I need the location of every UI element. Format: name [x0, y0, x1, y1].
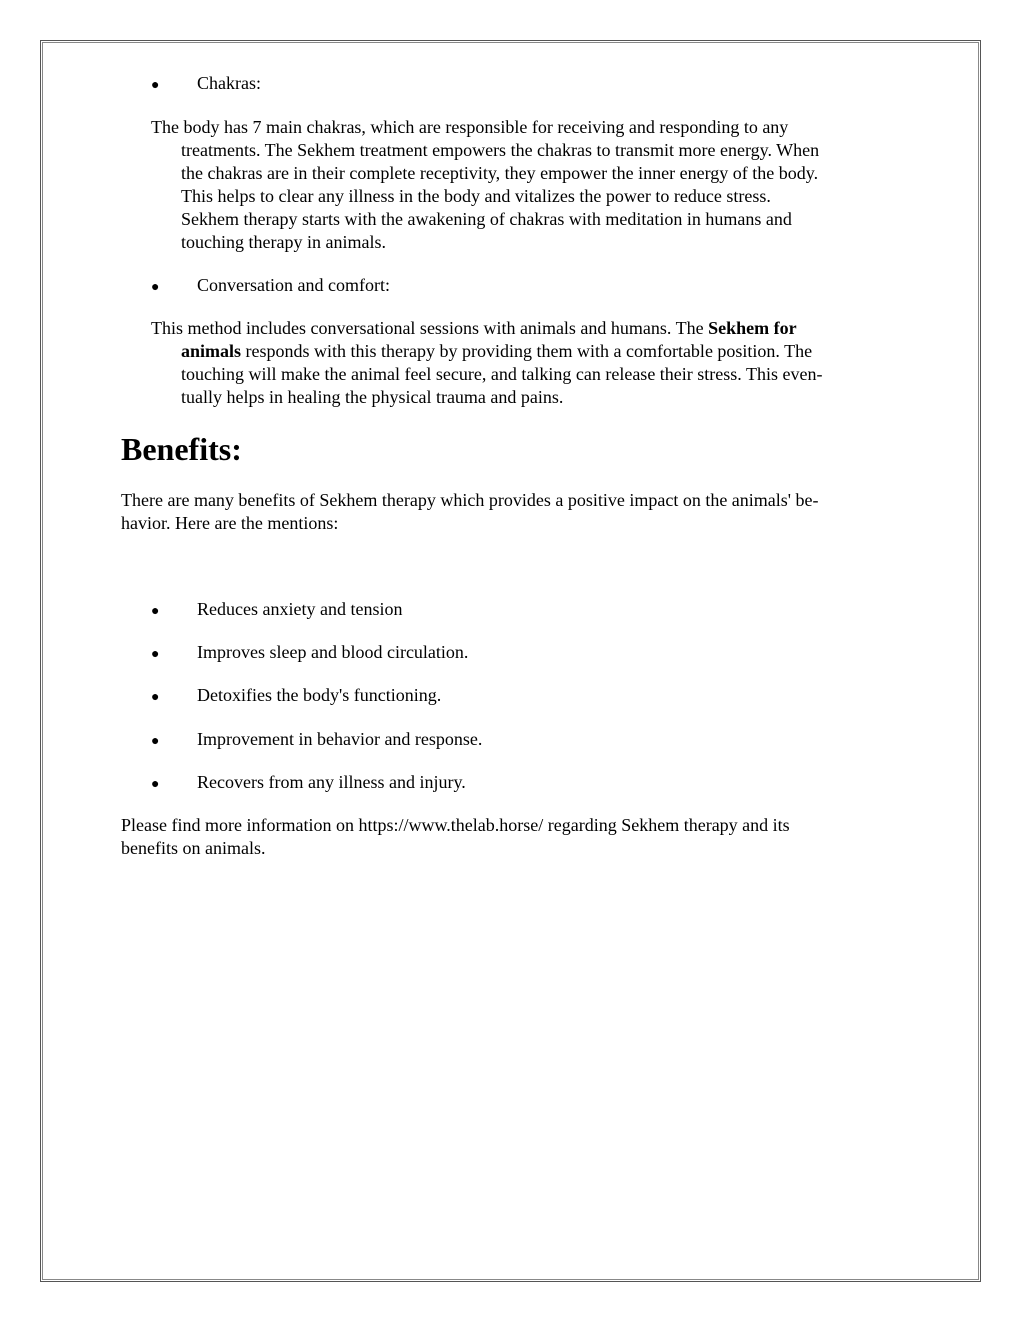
- benefit-item: [151, 641, 468, 666]
- benefit-item: [151, 771, 466, 796]
- benefit-item: [151, 728, 482, 753]
- conversation-paragraph: [151, 317, 911, 409]
- benefit-text: Detoxifies the body's functioning.: [197, 685, 442, 705]
- emphasis-text: animals: [181, 341, 242, 361]
- paragraph-line: touching will make the animal feel secure, and talking can release their stress. This even-: [181, 364, 823, 384]
- chakras-paragraph: [151, 116, 911, 254]
- bullet-chakras: [151, 72, 261, 97]
- benefit-text: Improvement in behavior and response.: [197, 729, 483, 749]
- bullet-dot-icon: ●: [151, 604, 160, 619]
- paragraph-line: There are many benefits of Sekhem therapy which provides a positive impact on the animals' be-: [121, 490, 819, 510]
- paragraph-line: touching therapy in animals.: [181, 232, 386, 252]
- benefit-text: Improves sleep and blood circulation.: [197, 642, 469, 662]
- benefit-item: [151, 684, 441, 709]
- paragraph-line: Sekhem therapy starts with the awakening of chakras with meditation in humans and: [181, 209, 792, 229]
- paragraph-line: Please find more information on https://www.thelab.horse/ regarding Sekhem therapy and its: [121, 815, 790, 835]
- paragraph-line: [151, 340, 911, 363]
- paragraph-line: tually helps in healing the physical trauma and pains.: [181, 387, 564, 407]
- bullet-label: Conversation and comfort:: [197, 275, 390, 295]
- benefits-heading: Benefits:: [121, 431, 242, 467]
- benefit-text: Reduces anxiety and tension: [197, 599, 403, 619]
- bullet-dot-icon: ●: [151, 777, 160, 792]
- paragraph-line: havior. Here are the mentions:: [121, 513, 339, 533]
- paragraph-line: benefits on animals.: [121, 838, 266, 858]
- emphasis-text: Sekhem for: [708, 318, 797, 338]
- bullet-dot-icon: ●: [151, 78, 160, 93]
- paragraph-line: This helps to clear any illness in the body and vitalizes the power to reduce stress.: [181, 186, 771, 206]
- paragraph-line: The body has 7 main chakras, which are responsible for receiving and responding to any: [151, 117, 789, 137]
- bullet-dot-icon: ●: [151, 690, 160, 705]
- paragraph-text: This method includes conversational sessions with animals and humans. The: [151, 318, 709, 338]
- paragraph-line: the chakras are in their complete receptivity, they empower the inner energy of the body.: [181, 163, 819, 183]
- benefit-text: Recovers from any illness and injury.: [197, 772, 466, 792]
- bullet-dot-icon: ●: [151, 734, 160, 749]
- bullet-conversation: [151, 274, 390, 299]
- paragraph-line: treatments. The Sekhem treatment empowers the chakras to transmit more energy. When: [181, 140, 820, 160]
- paragraph-line: [151, 317, 911, 340]
- closing-paragraph: [121, 814, 911, 860]
- paragraph-text: responds with this therapy by providing them with a comfortable position. The: [241, 341, 813, 361]
- bullet-label: Chakras:: [197, 73, 261, 93]
- benefit-item: [151, 598, 402, 623]
- bullet-dot-icon: ●: [151, 647, 160, 662]
- bullet-dot-icon: ●: [151, 280, 160, 295]
- benefits-intro: [121, 489, 911, 535]
